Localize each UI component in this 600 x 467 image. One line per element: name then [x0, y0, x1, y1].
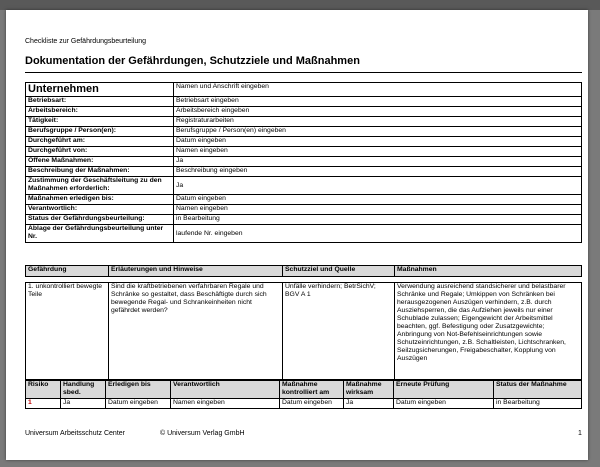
info-label: Betriebsart:	[26, 97, 174, 107]
info-label: Durchgeführt am:	[26, 137, 174, 147]
info-row	[26, 167, 582, 177]
info-value[interactable]: Beschreibung eingeben	[174, 167, 582, 177]
info-value[interactable]: Ja	[174, 157, 582, 167]
info-label: Berufsgruppe / Person(en):	[26, 127, 174, 137]
hazard-massnahmen[interactable]: Verwendung ausreichend standsicherer und belastbarer Schränke und Regale; Umkippen von Schränken bei herausgezogenen Auszügen verhindern, z.B. durch Ausziehsperren, die das Aufziehen jeweils nur einer Schublade zulassen; Eigengewicht der Arbeitsmittel beachten, ggf. Befestigung oder Zusatzgewichte; Anbringung von Not-Befehlseinrichtungen sowie Schutzeinrichtungen, z.B. Schaltleisten, Lichtschranken, Seilzugsicherungen, Freigabeschalter, Kopplung von Auszügen	[395, 283, 582, 380]
col-header-schutzziel: Schutzziel und Quelle	[283, 266, 395, 277]
kontrolliert-value[interactable]: Datum eingeben	[280, 399, 344, 409]
title-divider	[25, 72, 582, 73]
info-value[interactable]: laufende Nr. eingeben	[174, 225, 582, 243]
hazard-table	[25, 282, 582, 380]
status-value[interactable]: in Bearbeitung	[494, 399, 582, 409]
info-value[interactable]: Namen eingeben	[174, 205, 582, 215]
col-header-risiko: Risiko	[26, 381, 61, 399]
info-label: Offene Maßnahmen:	[26, 157, 174, 167]
handlungsbedarf-value[interactable]: Ja	[61, 399, 106, 409]
info-row	[26, 195, 582, 205]
info-value[interactable]: Datum eingeben	[174, 137, 582, 147]
hazard-header-table	[25, 265, 582, 277]
info-value[interactable]: Arbeitsbereich eingeben	[174, 107, 582, 117]
info-value[interactable]: Namen eingeben	[174, 147, 582, 157]
info-row	[26, 225, 582, 243]
hazard-gefaehrdung[interactable]: 1. unkontrolliert bewegte Teile	[26, 283, 109, 380]
wirksam-value[interactable]: Ja	[344, 399, 394, 409]
info-row	[26, 97, 582, 107]
info-row	[26, 205, 582, 215]
info-value[interactable]: Berufsgruppe / Person(en) eingeben	[174, 127, 582, 137]
info-label: Ablage der Gefährdungsbeurteilung unter Nr.	[26, 225, 174, 243]
info-value[interactable]: Registraturarbeiten	[174, 117, 582, 127]
info-label: Maßnahmen erledigen bis:	[26, 195, 174, 205]
col-header-erneute-pruefung: Erneute Prüfung	[394, 381, 494, 399]
footer-publisher: Universum Arbeitsschutz Center	[25, 430, 125, 437]
col-header-wirksam: Maßnahme wirksam	[344, 381, 394, 399]
col-header-kontrolliert: Maßnahme kontrolliert am	[280, 381, 344, 399]
info-row	[26, 147, 582, 157]
info-row	[26, 177, 582, 195]
hazard-schutzziel[interactable]: Unfälle verhindern; BetrSichV; BGV A 1	[283, 283, 395, 380]
info-label: Tätigkeit:	[26, 117, 174, 127]
info-row	[26, 117, 582, 127]
info-row	[26, 127, 582, 137]
info-value[interactable]: in Bearbeitung	[174, 215, 582, 225]
col-header-gefaehrdung: Gefährdung	[26, 266, 109, 277]
erledigen-bis-value[interactable]: Datum eingeben	[106, 399, 171, 409]
info-row	[26, 157, 582, 167]
info-row	[26, 107, 582, 117]
info-label: Zustimmung der Geschäftsleitung zu den Maßnahmen erforderlich:	[26, 177, 174, 195]
col-header-erledigen-bis: Erledigen bis	[106, 381, 171, 399]
doc-subtitle: Checkliste zur Gefährdungsbeurteilung	[25, 38, 147, 45]
doc-title: Dokumentation der Gefährdungen, Schutzziele und Maßnahmen	[25, 55, 360, 67]
erneute-pruefung-value[interactable]: Datum eingeben	[394, 399, 494, 409]
measure-header-row	[26, 381, 582, 399]
footer-copyright: © Universum Verlag GmbH	[160, 430, 245, 437]
company-name-field[interactable]: Namen und Anschrift eingeben	[174, 83, 582, 97]
measure-value-row	[26, 399, 582, 409]
window-top-bar	[0, 0, 600, 10]
col-header-status: Status der Maßnahme	[494, 381, 582, 399]
info-label: Arbeitsbereich:	[26, 107, 174, 117]
col-header-massnahmen: Maßnahmen	[395, 266, 582, 277]
info-row	[26, 137, 582, 147]
info-value[interactable]: Ja	[174, 177, 582, 195]
info-label: Durchgeführt von:	[26, 147, 174, 157]
company-heading: Unternehmen	[26, 83, 174, 97]
info-value[interactable]: Datum eingeben	[174, 195, 582, 205]
hazard-header-row	[26, 266, 582, 277]
info-label: Status der Gefährdungsbeurteilung:	[26, 215, 174, 225]
info-label: Verantwortlich:	[26, 205, 174, 215]
info-value[interactable]: Betriebsart eingeben	[174, 97, 582, 107]
company-info-table	[25, 82, 582, 243]
hazard-row	[26, 283, 582, 380]
info-label: Beschreibung der Maßnahmen:	[26, 167, 174, 177]
hazard-erlaeuterung[interactable]: Sind die kraftbetriebenen verfahrbaren Regale und Schränke so gestaltet, dass Beschäftigte durch sich bewegende Regal- und Schrankeinheiten nicht gefährdet werden?	[109, 283, 283, 380]
info-row	[26, 215, 582, 225]
verantwortlich-value[interactable]: Namen eingeben	[171, 399, 280, 409]
col-header-verantwortlich: Verantwortlich	[171, 381, 280, 399]
col-header-erlaeuterung: Erläuterungen und Hinweise	[109, 266, 283, 277]
footer-page-number: 1	[578, 430, 582, 437]
col-header-handlungsbedarf: Handlung sbed.	[61, 381, 106, 399]
info-heading-row	[26, 83, 582, 97]
measure-status-table	[25, 380, 582, 409]
risk-value[interactable]: 1	[26, 399, 61, 409]
